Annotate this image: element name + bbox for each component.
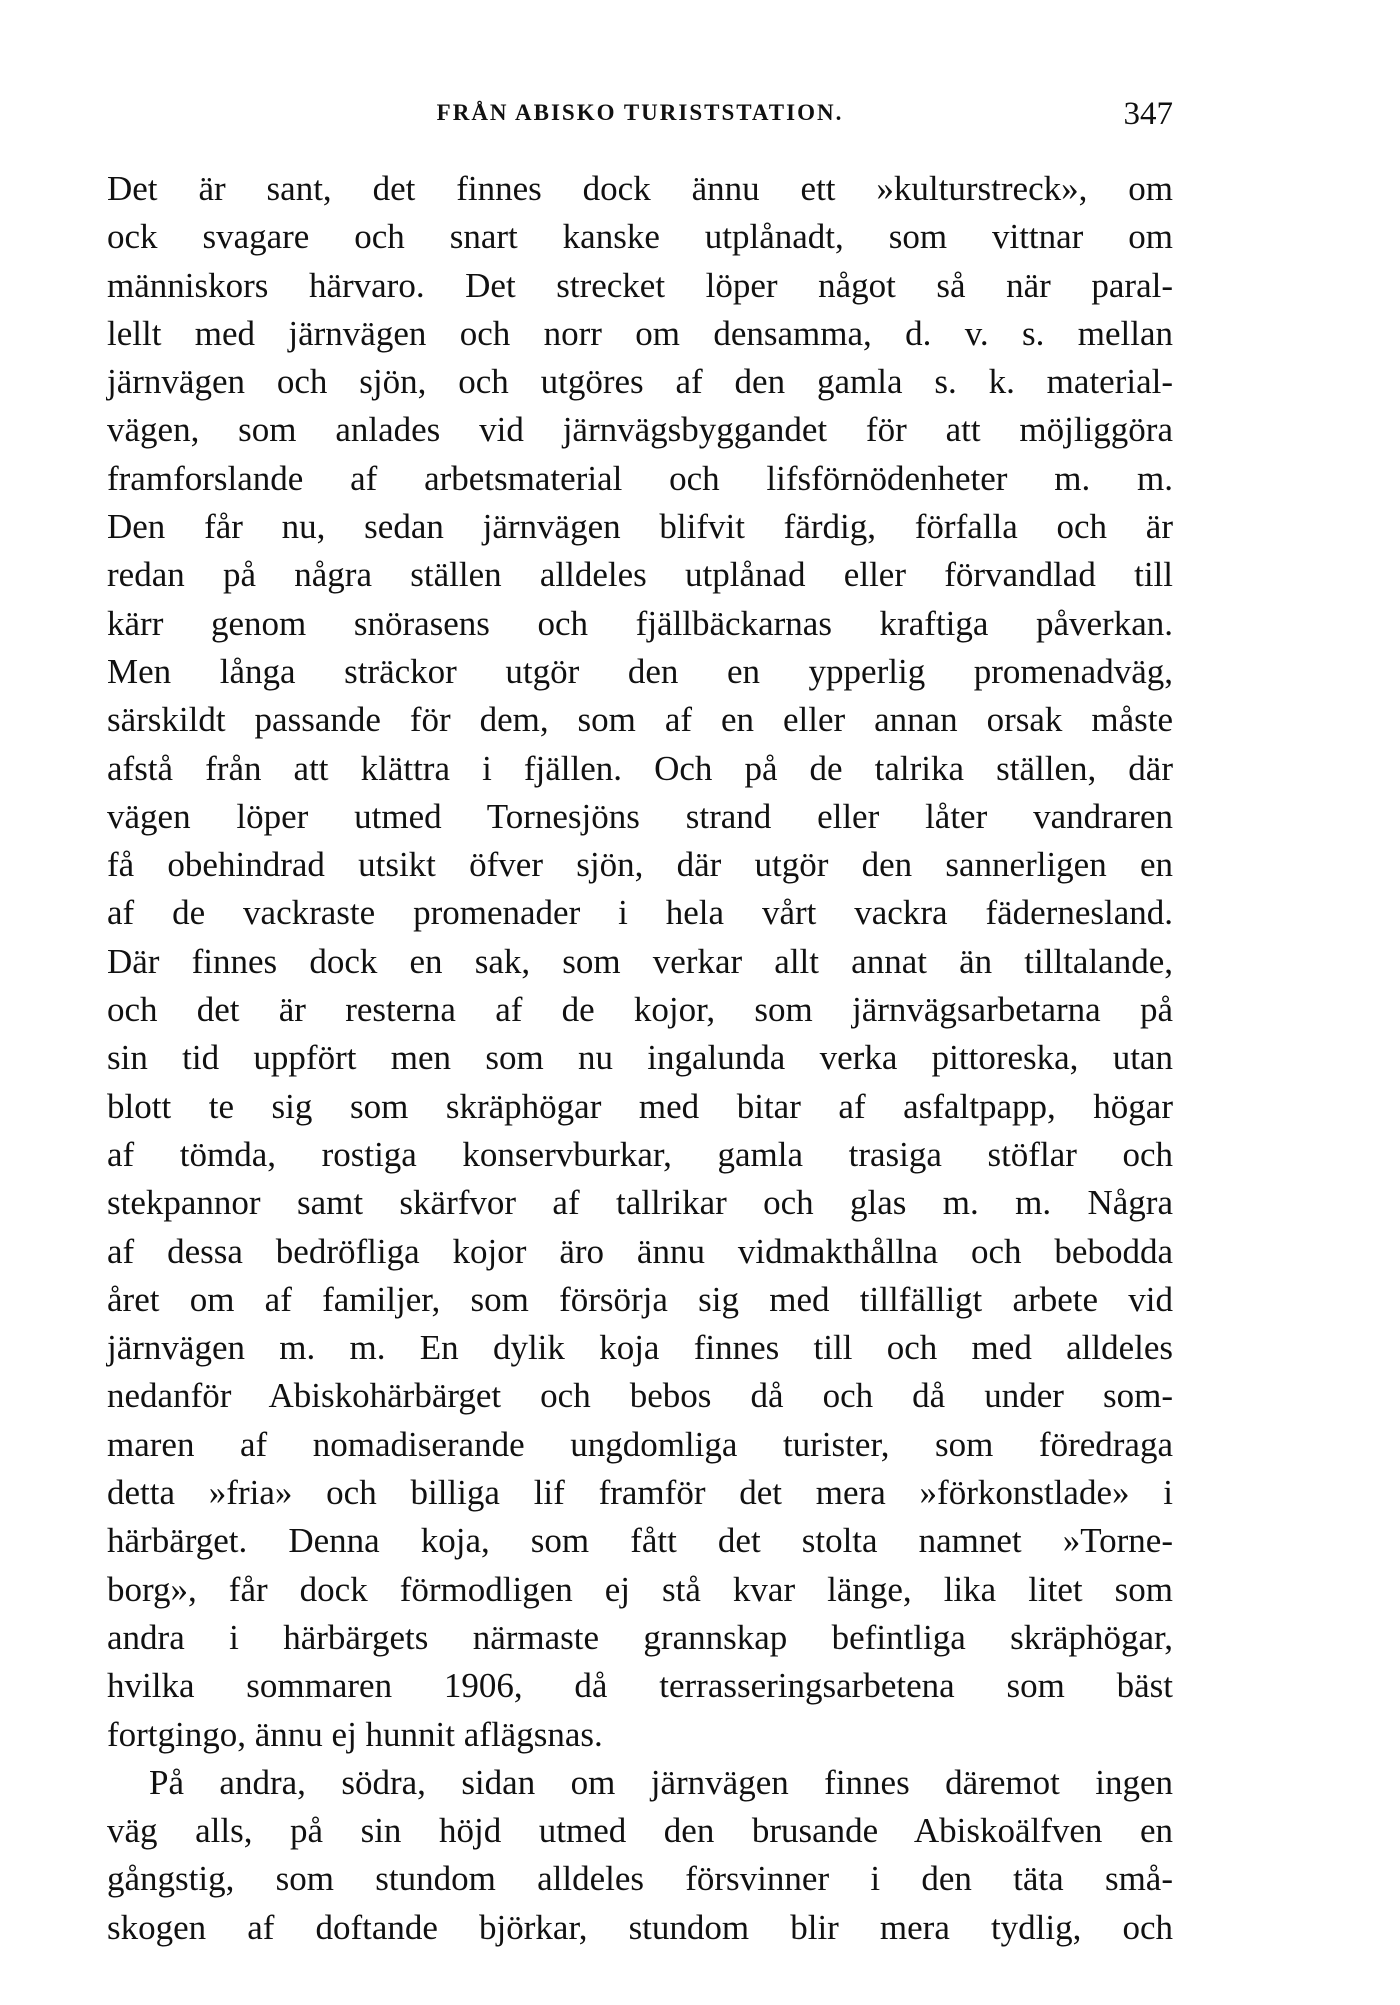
running-head xyxy=(107,96,1173,140)
text-line: hvilka sommaren 1906, då terrasseringsarbetena som bäst xyxy=(107,1666,1173,1706)
text-line: redan på några ställen alldeles utplånad eller förvandlad till xyxy=(107,555,1173,595)
text-line: gångstig, som stundom alldeles försvinner i den täta små- xyxy=(107,1859,1173,1899)
text-line: lellt med järnvägen och norr om densamma, d. v. s. mellan xyxy=(107,313,1173,353)
text-line: af de vackraste promenader i hela vårt vackra fädernesland. xyxy=(107,893,1173,933)
text-line: stekpannor samt skärfvor af tallrikar och glas m. m. Några xyxy=(107,1183,1173,1223)
text-line: borg», får dock förmodligen ej stå kvar länge, lika litet som xyxy=(107,1569,1173,1609)
text-line: vägen, som anlades vid järnvägsbyggandet för att möjliggöra xyxy=(107,410,1173,450)
text-line: särskildt passande för dem, som af en eller annan orsak måste xyxy=(107,700,1173,740)
paragraph-end-line: fortgingo, ännu ej hunnit aflägsnas. xyxy=(107,1714,603,1754)
text-line: Den får nu, sedan järnvägen blifvit färdig, förfalla och är xyxy=(107,507,1173,547)
paragraph-start-line: På andra, södra, sidan om järnvägen finnes däremot ingen xyxy=(149,1762,1173,1802)
text-line: väg alls, på sin höjd utmed den brusande Abiskoälfven en xyxy=(107,1811,1173,1851)
text-line: härbärget. Denna koja, som fått det stolta namnet »Torne- xyxy=(107,1521,1173,1561)
text-line: maren af nomadiserande ungdomliga turister, som föredraga xyxy=(107,1424,1173,1464)
text-line: sin tid uppfört men som nu ingalunda verka pittoreska, utan xyxy=(107,1038,1173,1078)
page-number: 347 xyxy=(1123,96,1173,132)
text-line: kärr genom snörasens och fjällbäckarnas kraftiga påverkan. xyxy=(107,603,1173,643)
text-line: blott te sig som skräphögar med bitar af asfaltpapp, högar xyxy=(107,1086,1173,1126)
text-line: Det är sant, det finnes dock ännu ett »kulturstreck», om xyxy=(107,169,1173,208)
body-text xyxy=(107,165,1173,1952)
text-line: andra i härbärgets närmaste grannskap befintliga skräphögar, xyxy=(107,1617,1173,1657)
text-line: få obehindrad utsikt öfver sjön, där utgör den sannerligen en xyxy=(107,845,1173,885)
text-line: järnvägen och sjön, och utgöres af den gamla s. k. material- xyxy=(107,362,1173,402)
text-line: skogen af doftande björkar, stundom blir mera tydlig, och xyxy=(107,1907,1173,1947)
text-line: ock svagare och snart kanske utplånadt, som vittnar om xyxy=(107,217,1173,257)
text-line: af dessa bedröfliga kojor äro ännu vidmakthållna och bebodda xyxy=(107,1231,1173,1271)
text-line: Men långa sträckor utgör den en ypperlig promenadväg, xyxy=(107,651,1173,691)
text-line: detta »fria» och billiga lif framför det mera »förkonstlade» i xyxy=(107,1473,1173,1513)
text-line: människors härvaro. Det strecket löper något så när paral- xyxy=(107,265,1173,305)
text-line: Där finnes dock en sak, som verkar allt annat än tilltalande, xyxy=(107,941,1173,981)
text-line: nedanför Abiskohärbärget och bebos då och då under som- xyxy=(107,1376,1173,1416)
text-line: vägen löper utmed Tornesjöns strand eller låter vandraren xyxy=(107,796,1173,836)
text-line: och det är resterna af de kojor, som järnvägsarbetarna på xyxy=(107,990,1173,1030)
text-line: af tömda, rostiga konservburkar, gamla trasiga stöflar och xyxy=(107,1134,1173,1174)
text-line: järnvägen m. m. En dylik koja finnes till och med alldeles xyxy=(107,1328,1173,1368)
text-line: framforslande af arbetsmaterial och lifsförnödenheter m. m. xyxy=(107,458,1173,498)
text-line: året om af familjer, som försörja sig med tillfälligt arbete vid xyxy=(107,1279,1173,1319)
text-line: afstå från att klättra i fjällen. Och på de talrika ställen, där xyxy=(107,748,1173,788)
running-title: FRÅN ABISKO TURISTSTATION. xyxy=(436,100,844,125)
